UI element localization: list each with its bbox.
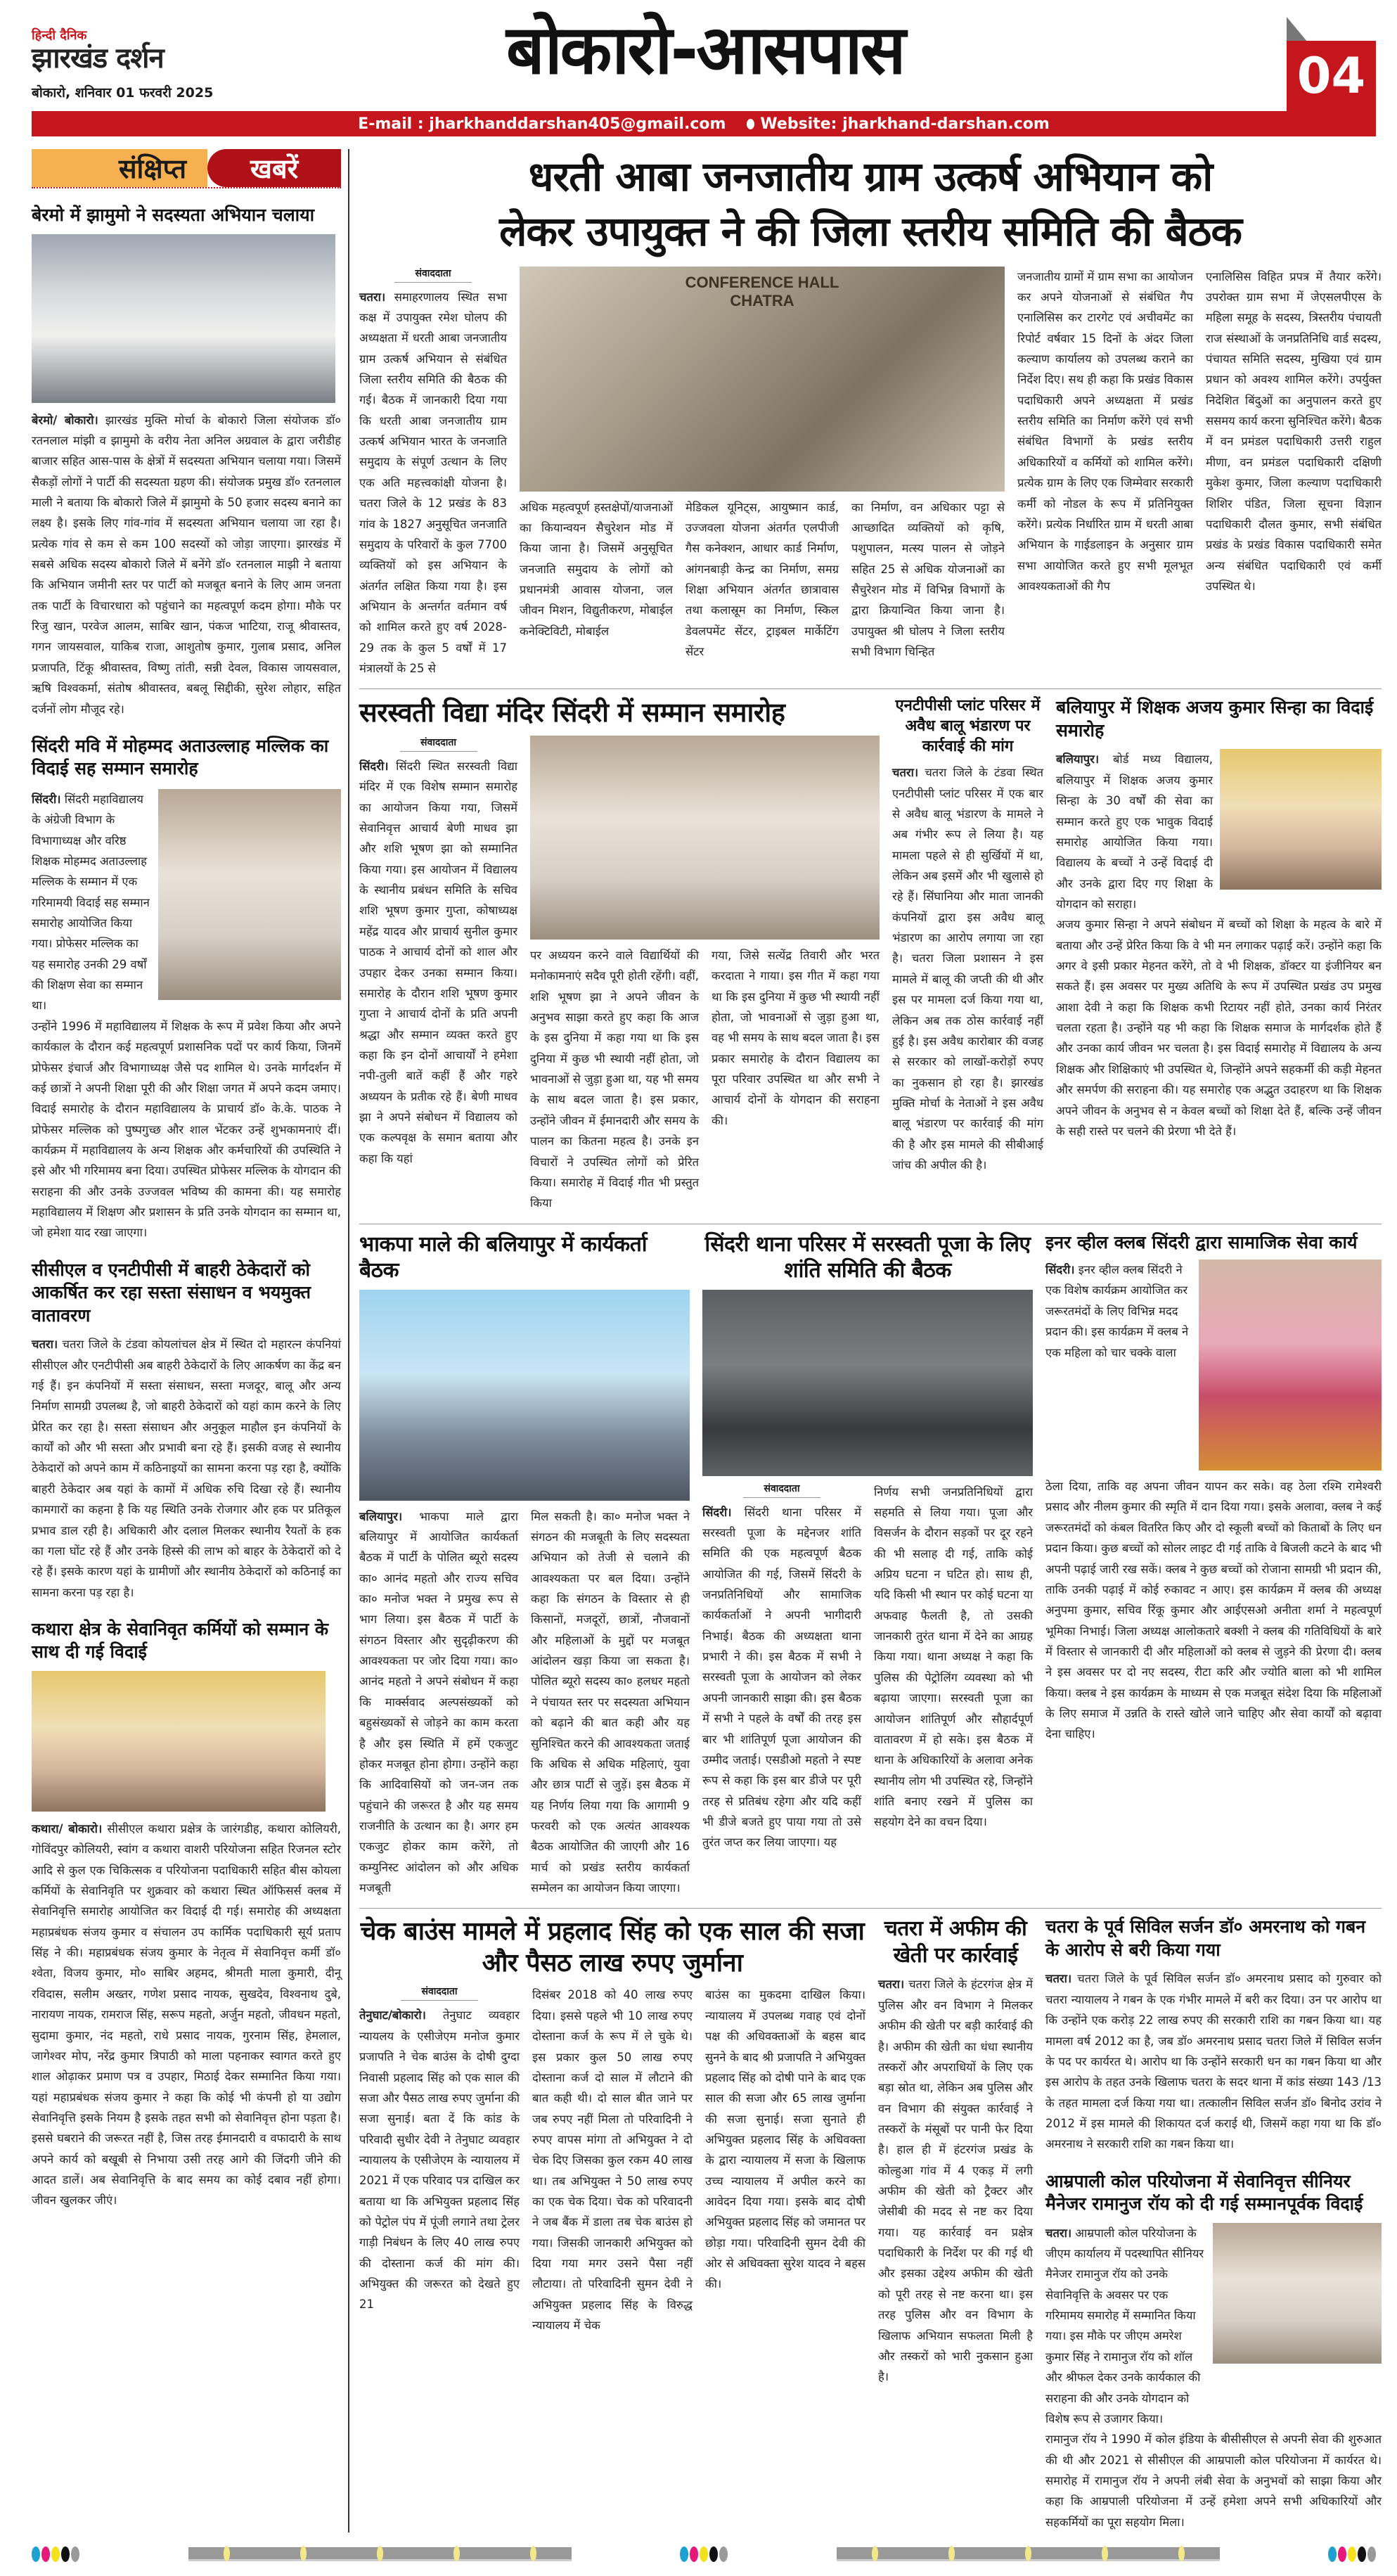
reg-mark xyxy=(377,2546,383,2561)
yellow-swatch xyxy=(1348,2546,1356,2562)
article-kathara xyxy=(32,1618,341,2211)
article-text: तेनुघाट व्यवहार न्यायलय के एसीजेएम मनोज कुमार प्रजापति ने चेक बाउंस के दोषी दुग्दा निवासी प्रहलाद सिंह को एक साल की सजा और पैसठ लाख रुपए जुर्माना की सजा सुनाई। बता दें कि कांड के परिवादी सुधीर देवी ने तेनुघाट व्यवहार न्यायालय के एसीजेएम के न्यायालय में 2021 में एक परिवाद पत्र दाखिल कर बताया था कि अभियुक्त प्रहलाद सिंह को पेट्रोल पंप में पूंजी लगाने तथा ट्रेलर गाड़ी निबंधन के लिए 40 लाख रुपए की दोस्ताना कर्ज की मांग की। अभियुक्त की जरूरत को देखते हुए 21 xyxy=(359,2008,520,2312)
lead-text-4: का निर्माण, वन अधिकार पट्टा से आच्छादित व्यक्तियों को कृषि, पशुपालन, मत्स्य पालन से जोड़ने सहित 25 से अधिक योजनाओं का सैचुरेशन मोड में विभिन्न विभागों के द्वारा क्रियान्वित किया जाना है। उपायुक्त श्री घोलप ने जिला स्तरीय सभी विभाग चिन्हित xyxy=(851,500,1005,659)
article-headline: चेक बाउंस मामले में प्रहलाद सिंह को एक साल की सजा और पैसठ लाख रुपए जुर्माना xyxy=(360,1917,865,1978)
article-body xyxy=(359,2005,520,2314)
lead-text-3: मेडिकल यूनिट्स, आयुष्मान कार्ड, उज्जवला योजना अंतर्गत एलपीजी गैस कनेक्शन, आधार कार्ड निर्माण, आंगनबाड़ी केन्द्र का निर्माण, समग्र शिक्षा अभियान अंतर्गत छात्रावास तथा कलास्रूम का निर्माण, स्किल डेवलपमेंट सेंटर, ट्राइबल मार्केटिंग सेंटर xyxy=(685,500,839,659)
article-dateline: चतरा। xyxy=(892,766,919,780)
article-text: चतरा जिले के हंटरगंज क्षेत्र में पुलिस और वन विभाग ने मिलकर अफीम की खेती पर बड़ी कार्रवाई की है। अफीम की खेती का धंधा स्थानीय तस्करों और अपराधियों के लिए एक बड़ा स्रोत था, लेकिन अब पुलिस और वन विभाग की संयुक्त कार्रवाई ने तस्करों के मंसूबों पर पानी फेर दिया है। हाल ही में हंटरगंज प्रखंड के कोल्हुआ गांव में 4 एकड़ में लगी अफीम की खेती को ट्रैक्टर और जेसीबी की मदद से नष्ट कर दिया गया। यह कार्रवाई वन प्रक्षेत्र पदाधिकारी के निर्देश पर की गई थी और इसका उद्देश्य अफीम की खेती को पूरी तरह से नष्ट करना था। इस तरह पुलिस और वन विभाग के खिलाफ अभियान सफलता मिली है और तस्करों को भारी नुकसान हुआ है। xyxy=(878,1978,1034,2384)
article-photo xyxy=(1220,749,1382,890)
black-swatch xyxy=(1358,2546,1366,2562)
article-body xyxy=(359,756,517,1169)
article-dateline: चतरा। xyxy=(32,1338,58,1352)
byline: संवाददाता xyxy=(394,267,472,283)
article-headline: सीसीएल व एनटीपीसी में बाहरी ठेकेदारों को आकर्षित कर रहा सस्ता संसाधन व भयमुक्त वातावरण xyxy=(32,1259,311,1326)
article-dateline: तेनुघाट/बोकारो। xyxy=(359,2008,426,2023)
right-stack xyxy=(1056,696,1382,1141)
article-photo xyxy=(158,789,341,1000)
article-headline: कथारा क्षेत्र के सेवानिवृत कर्मियों को सम्मान के साथ दी गई विदाई xyxy=(32,1618,329,1662)
lead-headline xyxy=(359,149,1382,259)
saraswati-text-2: पर अध्ययन करने वाले विद्यार्थियों की मनोकामनाएं सदैव पूरी होती रहेंगी। वहीं, शशि भूषण झा ने अपने जीवन के अनुभव साझा करते हुए कहा कि आज के इस दुनिया में कहा गया था कि इस दुनिया में कुछ भी स्थायी नहीं होता, जो भावनाओं से जुड़ा हुआ था, यह भी समय के साथ बदल जाता है। इस प्रकार, उन्होंने जीवन में ईमानदारी और समय के पालन का कितना महत्व है। उनके इन विचारों ने उपस्थित लोगों को प्रेरित किया। समारोह में विदाई गीत भी प्रस्तुत किया xyxy=(530,948,699,1210)
cmyk-mark-center xyxy=(680,2546,728,2562)
black-swatch xyxy=(61,2546,70,2562)
byline: संवाददाता xyxy=(400,736,477,752)
briefs-label-2: खबरें xyxy=(207,149,341,187)
article-body xyxy=(878,1974,1033,2387)
lead-text-1 xyxy=(359,287,507,679)
article-text: चतरा जिले के पूर्व सिविल सर्जन डॉ० अमरनाथ प्रसाद को गुरुवार को चतरा न्यायालय ने गबन के एक गंभीर मामले में बरी कर दिया। उन पर आरोप था कि उन्होंने एक करोड़ 22 लाख रुपए की सरकारी राशि का गबन किया था। यह मामला वर्ष 2012 का है, जब डॉ० अमरनाथ प्रसाद चतरा जिले में सिविल सर्जन के पद पर कार्यरत थे। आरोप था कि उन्होंने सरकारी धन का गबन किया था और इस आरोप के तहत उनके खिलाफ चतरा के सदर थाना में कांड संख्या 143 /13 के तहत मामला दर्ज किया गया था। तत्कालीन सिविल सर्जन डॉ० बिनोद उरांव ने 2012 में इस मामले की शिकायत दर्ज कराई थी, जिसमें कहा गया था कि डॉ० अमरनाथ ने सरकारी राशि का गबन किया था। xyxy=(1045,1972,1382,2151)
article-dateline: सिंदरी। xyxy=(1045,1263,1075,1277)
article-body: ठेला दिया, ताकि वह अपना जीवन यापन कर सके। वह ठेला रश्मि रामेश्वरी प्रसाद और नीलम कुमार की स्मृति में दान दिया गया। इसके अलावा, क्लब ने कई जरूरतमंदों को कंबल वितरित किए और दो स्कूली बच्चों को किताबों के लिए धन प्रदान किया। कुछ बच्चों को सोलर लाइट दी गई ताकि वे बिजली कटने के बाद भी अपनी पढ़ाई जारी रख सकें। क्लब ने कुछ बच्चों को रोजाना सामग्री भी प्रदान की, ताकि उनकी पढ़ाई में कोई रुकावट न आए। इस कार्यक्रम में क्लब की अध्यक्ष अनुपमा कुमार, सचिव रिंकू कुमार और आईएसओ अनीता शर्मा ने महत्वपूर्ण भूमिका निभाई। जिला अध्यक्ष आलोकतारे बक्शी ने क्लब की गतिविधियों के बारे में विस्तार से जानकारी दी और महिलाओं को क्लब से जुड़ने की प्रेरणा दी। क्लब ने इस अवसर पर दो नए सदस्य, रीटा करि और ज्योति बाला को भी शामिल किया। क्लब ने इस कार्यक्रम के माध्यम से एक मजबूत संदेश दिया कि महिलाओं के लिए समाज में उन्नति के रास्ते खोले जाने चाहिए और सेवा कार्यों को बढ़ावा देना चाहिए। xyxy=(1045,1480,1382,1741)
article-dateline: चतरा। xyxy=(1045,2226,1072,2240)
article-body xyxy=(1045,1968,1382,2154)
grey-swatch xyxy=(71,2546,79,2562)
article-body xyxy=(32,410,341,719)
reg-mark xyxy=(1102,2546,1108,2561)
lead-headline-line-1: धरती आबा जनजातीय ग्राम उत्कर्ष अभियान को xyxy=(528,153,1213,200)
byline: संवाददाता xyxy=(401,1985,478,2001)
article-body-side xyxy=(1056,749,1213,914)
section-title: बोकारो-आसपास xyxy=(506,11,904,89)
article-dateline: बलियापुर। xyxy=(1056,752,1100,767)
article-baliyapur xyxy=(1056,696,1382,1141)
article-text: चतरा जिले के टंडवा स्थित एनटीपीसी प्लांट परिसर में एक बार से अवैध बालू भंडारण के मामले ने अब गंभीर रूप ले लिया है। यह मामला पहले से ही सुर्खियों में था, लेकिन अब इसमें और भी खुलासे हो रहे हैं। सिंघानिया और माता जानकी कंपनियों द्वारा इस अवैध बालू भंडारण का आरोप लगाया जा रहा है। चतरा जिला प्रशासन ने इस मामले में बालू की जप्ती की थी और इस पर मामला दर्ज किया गया था, लेकिन अब तक ठोस कार्रवाई नहीं हुई है। इस अवैध कारोबार की वजह से सरकार को लाखों-करोड़ों रुपए का नुकसान हो रहा है। झारखंड मुक्ति मोर्चा के नेताओं ने इस अवैध बालू भंडारण पर कार्रवाई की मांग की है और इस मामले की सीबीआई जांच की अपील की है। xyxy=(892,766,1043,1172)
article-afeem xyxy=(878,1916,1033,2387)
cheque-text-2: दिसंबर 2018 को 40 लाख रुपए दिया। इससे पहले भी 10 लाख रुपए दोस्ताना कर्ज के रूप में ले चुके थे। इस प्रकार कुल 50 लाख रुपए दोस्ताना कर्ज दो साल में लौटाने की बात कही थी। दो साल बीत जाने पर जब रुपए नहीं मिला तो परिवादिनी ने रुपए वापस मांगा तो अभियुक्त ने दो चेक दिए जिसका कुल रकम 40 लाख था। तब अभियुक्त ने 50 लाख रुपए का एक चेक दिया। चेक को परिवादनी ने जब बैंक में डाला तब चेक बाउंस हो गया। जिसकी जानकारी अभियुक्त को दिया गया मगर उसने पैसा नहीं लौटाया। तो परिवादिनी सुमन देवी ने अभियुक्त प्रहलाद सिंह के विरुद्ध न्यायालय में चेक xyxy=(532,1988,693,2333)
page-number: 04 xyxy=(1287,41,1376,111)
reg-mark xyxy=(453,2546,460,2561)
right-stack-bottom xyxy=(1045,1916,1382,2532)
article-text: झारखंड मुक्ति मोर्चा के बोकारो जिला संयोजक डॉ० रतनलाल मांझी व झामुमो के वरीय नेता अनिल अग्रवाल के द्वारा जरीडीह बाजार सहित आस-पास के क्षेत्रों में सदस्यता अभियान चलाया गया। जिसमें सैकड़ों लोगों ने पार्टी की सदस्यता ग्रहण की। संयोजक प्रमुख डॉ० रतनलाल माली ने बताया कि बोकारो जिले में झामुमो के 50 हजार सदस्य बनाने का लक्ष्य है। इसके लिए गांव-गांव में सदस्यता अभियान चलाया जा रहा है। प्रत्येक गांव से कम से कम 100 सदस्यों को जोड़ा जाएगा। झारखंड में सबसे अधिक सदस्य बोकारो जिले में बनेंगे डॉ० रतनलाल माझी ने बताया कि अभियान जमीनी स्तर पर पार्टी को मजबूत बनाने के लिए आम जनता तक पार्टी के विचारधारा को पहुंचाने का महत्वपूर्ण कदम होगा। मौके पर रिजु खान, परवेज आलम, साबिर खान, पंकज भाटिया, राजू श्रीवास्तव, गगन जायसवाल, याकिब राजा, आशुतोष कुमार, गुलाब प्रसाद, अनिल प्रजापति, टिंकू श्रीवास्तव, विष्णु तांती, सन्नी देवल, विकास जायसवाल, ऋषि विश्वकर्मा, संतोष श्रीवास्तव, बबलू सिद्दीकी, सुरेश लोहार, सहित दर्जनों लोग मौजूद रहे। xyxy=(32,413,341,716)
reg-mark xyxy=(224,2546,230,2561)
dateline: बोकारो, शनिवार 01 फरवरी 2025 xyxy=(32,85,214,101)
registration-bar xyxy=(837,2547,1220,2561)
website-link[interactable] xyxy=(747,115,1049,133)
article-amrapali xyxy=(1045,2170,1382,2532)
article-headline: चतरा में अफीम की खेती पर कार्रवाई xyxy=(884,1916,1027,1968)
page-body xyxy=(0,141,1397,2532)
article-text: समाहरणालय स्थित सभा कक्ष में उपायुक्त रमेश घोलप की अध्यक्षता में धरती आबा जनजातीय ग्राम उत्कर्ष अभियान से संबंधित जिला स्तरीय समिति की बैठक की गई। बैठक में जानकारी दिया गया कि धरती आबा जनजातीय ग्राम उत्कर्ष अभियान भारत के जनजाति समुदाय के संपूर्ण उत्थान के लिए एक अति महत्त्वकांक्षी योजना है। चतरा जिले के 12 प्रखंड के 83 गांव के 1827 अनुसूचित जनजाति समुदाय के परिवारों के कुल 7700 व्यक्तियों को इस अभियान के अंतर्गत लक्षित किया गया है। इस अभियान के अन्तर्गत वर्तमान वर्ष को शामिल करते हुए वर्ष 2028-29 तक के कुल 5 वर्षों में 17 मंत्रालयों के 25 से xyxy=(359,290,507,676)
article-headline: बलियापुर में शिक्षक अजय कुमार सिन्हा का विदाई समारोह xyxy=(1056,697,1374,741)
article-photo xyxy=(1199,1260,1382,1470)
article-sindri-thana xyxy=(702,1231,1033,1853)
band-second xyxy=(359,688,1382,1213)
cheque-col-1 xyxy=(359,1985,520,2314)
article-inner-wheel xyxy=(1045,1231,1382,1745)
lead-headline-line-2: लेकर उपायुक्त ने की जिला स्तरीय समिति की बैठक xyxy=(499,207,1242,256)
main-area xyxy=(349,149,1382,2532)
article-dateline: सिंदरी। xyxy=(702,1505,732,1519)
article-headline: बेरमो में झामुमो ने सदस्यता अभियान चलाया xyxy=(32,205,315,225)
article-dateline: चतरा। xyxy=(359,290,386,304)
lead-story xyxy=(359,149,1382,679)
black-swatch xyxy=(709,2546,718,2562)
brand-name: झारखंड दर्शन xyxy=(32,42,164,75)
article-dateline: बेरमो/ बोकारो। xyxy=(32,413,98,427)
thana-text-2: निर्णय सभी जनप्रतिनिधियों द्वारा सहमति से लिया गया। पूजा और विसर्जन के दौरान सड़कों पर दूर रहने की भी सलाह दी गई, ताकि कोई अप्रिय घटना न घटित हो। साथ ही, यदि किसी भी स्थान पर कोई घटना या अफवाह फैलती है, तो उसकी जानकारी तुरंत थाना में देने का आग्रह किया गया। थाना अध्यक्ष ने कहा कि पुलिस की पेट्रोलिंग व्यवस्था को भी बढ़ाया जाएगा। सरस्वती पूजा का आयोजन शांतिपूर्ण और सौहार्दपूर्ण वातावरण में हो सके। इस बैठक में थाना के अधिकारियों के अलावा अनेक स्थानीय लोग भी उपस्थित रहे, जिन्होंने शांति बनाए रखने में पुलिस का सहयोग देने का वचन दिया। xyxy=(874,1485,1033,1829)
article-headline: आम्रपाली कोल परियोजना में सेवानिवृत्त सीनियर मैनेजर रामानुज रॉय को दी गई सम्मानपूर्वक विदाई xyxy=(1045,2170,1363,2215)
bhakpa-text-2: मिल सकती है। का० मनोज भक्त ने संगठन की मजबूती के लिए सदस्यता अभियान को तेजी से चलाने की आवश्यकता पर बल दिया। उन्होंने कहा कि संगठन के विस्तार से ही किसानों, मजदूरों, छात्रों, नौजवानों और महिलाओं के मुद्दों पर मजबूत आंदोलन खड़ा किया जा सकता है। पोलित ब्यूरो सदस्य का० हलधर महतो ने पंचायत स्तर पर सदस्यता अभियान को बढ़ाने की बात कही और यह सुनिश्चित करने की आवश्यकता जताई कि अधिक से अधिक महिलाएं, युवा और छात्र पार्टी से जुड़ें। इस बैठक में यह निर्णय लिया गया कि आगामी 9 फरवरी को एक अत्यंत आवश्यक बैठक आयोजित की जाएगी और 16 मार्च को प्रखंड स्तरीय कार्यकर्ता सम्मेलन का आयोजन किया जाएगा। xyxy=(531,1509,690,1895)
photo-sign-line-1: CONFERENCE HALL xyxy=(685,273,839,291)
briefs-column xyxy=(32,149,349,2532)
article-body-side xyxy=(1045,2223,1206,2430)
article-body xyxy=(32,1819,341,2211)
reg-mark xyxy=(300,2546,307,2561)
lead-text-6: एनालिसिस विहित प्रपत्र में तैयार करेंगे। उपरोक्त ग्राम सभा में जेएसलपीएस के महिला समूह के सदस्य, त्रिस्तरीय पंचायती राज संस्थाओं के जनप्रतिनिधि वार्ड सदस्य, पंचायत समिति सदस्य, मुखिया एवं ग्राम प्रधान को अवश्य शामिल करेंगे। उपर्युक्त निदेशित बिंदुओं का अनुपालन करते हुए ससमय कार्य करना सुनिश्चित करेंगे। बैठक में वन प्रमंडल पदाधिकारी उत्तरी राहुल मीणा, वन प्रमंडल पदाधिकारी दक्षिणी मुकेश कुमार, जिला कल्याण पदाधिकारी शिशिर पंडित, जिला सूचना विज्ञान पदाधिकारी दौलत कुमार, सभी संबंधित प्रखंड के प्रखंड विकास पदाधिकारी समेत अन्य संबंधित पदाधिकारी एवं कर्मी उपस्थित थे। xyxy=(1206,269,1382,593)
article-headline: चतरा के पूर्व सिविल सर्जन डॉ० अमरनाथ को गबन के आरोप से बरी किया गया xyxy=(1045,1916,1366,1960)
article-photo xyxy=(1213,2223,1382,2364)
article-photo xyxy=(359,1290,690,1501)
reg-mark xyxy=(1178,2546,1185,2561)
registration-bar xyxy=(188,2547,572,2561)
article-text: बोर्ड मध्य विद्यालय, बलियापुर में शिक्षक अजय कुमार सिन्हा के 30 वर्षों की सेवा का सम्मान करते हुए एक भावुक विदाई समारोह आयोजित किया गया। विद्यालय के बच्चों ने उन्हें विदाई दी और उनके द्वारा दिए गए शिक्षा के योगदान को सराहा। xyxy=(1056,752,1213,911)
grey-swatch xyxy=(1367,2546,1376,2562)
article-text: सिंदरी थाना परिसर में सरस्वती पूजा के मद्देनजर शांति समिति की एक महत्वपूर्ण बैठक आयोजित की गई, जिसमें सिंदरी के जनप्रतिनिधियों और सामाजिक कार्यकर्ताओं ने अपनी भागीदारी निभाई। बैठक की अध्यक्षता थाना प्रभारी ने की। इस बैठक में सभी ने सरस्वती पूजा के आयोजन को लेकर अपनी जानकारी साझा की। इस बैठक में सभी ने पहले के वर्षों की तरह इस बार भी शांतिपूर्ण पूजा आयोजन की उम्मीद जताई। एसडीओ महतो ने स्पष्ट रूप से कहा कि इस बार डीजे पर पूरी तरह से प्रतिबंध रहेगा और यदि कहीं भी डीजे बजते हुए पाया गया तो उसे तुरंत जप्त कर लिया जाएगा। यह xyxy=(702,1505,862,1850)
bhakpa-text-1 xyxy=(359,1506,518,1899)
article-text: सिंदरी महाविद्यालय के अंग्रेजी विभाग के विभागाध्यक्ष और वरिष्ठ शिक्षक मोहम्मद अताउल्लाह मल्लिक के सम्मान में एक गरिमामयी विदाई सह सम्मान समारोह आयोजित किया गया। प्रोफेसर मल्लिक का यह समारोह उनकी 29 वर्षों की शिक्षण सेवा का सम्मान था। xyxy=(32,792,150,1013)
photo-sign xyxy=(520,274,1005,310)
article-cheque xyxy=(359,1916,865,2335)
thana-col-1 xyxy=(702,1482,861,1853)
lead-text-5: जनजातीय ग्रामों में ग्राम सभा का आयोजन कर अपने योजनाओं से संबंधित गैप एनालिसिस कर टारगेट एवं अचीवमेंट का रिपोर्ट वर्षवार 15 दिनों के अंदर जिला कल्याण कार्यालय को उपलब्ध कराने का निर्देश दिए। सथ ही कहा कि प्रखंड विकास पदाधिकारी अपने अध्यक्षता में प्रखंड स्तरीय समिति का निर्माण करेंगे एवं सभी संबंधित विभागों के प्रखंड स्तरीय अधिकारियों व कर्मियों को शामिल करेंगे। प्रत्येक ग्राम के लिए एक जिम्मेवार सरकारी कर्मी को नोडल के रूप में प्रतिनियुक्त करेंगे। प्रत्येक निर्धारित ग्राम में धरती आबा अभियान के गाईडलाइन के अनुसार ग्राम सभा आयोजित करते हुए सभी मूलभूत आवश्यकताओं की गैप xyxy=(1017,269,1193,593)
yellow-swatch xyxy=(51,2546,60,2562)
article-dateline: कथारा/ बोकारो। xyxy=(32,1821,103,1835)
lead-photo-block xyxy=(520,267,1005,662)
grey-swatch xyxy=(719,2546,728,2562)
magenta-swatch xyxy=(1338,2546,1346,2562)
article-ccl-ntpc xyxy=(32,1259,341,1603)
article-dateline: बलियापुर। xyxy=(359,1509,403,1523)
brand-tagline: हिन्दी दैनिक xyxy=(32,28,87,43)
yellow-swatch xyxy=(700,2546,708,2562)
article-dateline: सिंदरी। xyxy=(32,792,61,806)
article-photo xyxy=(32,1671,326,1812)
article-saraswati xyxy=(359,696,880,1213)
article-bermo xyxy=(32,204,341,719)
article-body-side xyxy=(1045,1260,1192,1363)
masthead xyxy=(0,0,1397,141)
lead-text-2: अधिक महत्वपूर्ण हस्तक्षेपों/याजनाओं का कियान्वयन सैचुरेशन मोड में किया जाना है। जिसमें अनुसूचित जनजाति समुदाय के लोगों को प्रधानमंत्री आवास योजना, जल जीवन मिशन, विद्युतीकरण, मोबाईल कनेक्टिविटी, मोबाईल xyxy=(520,500,673,638)
article-civil-surgeon xyxy=(1045,1916,1382,2154)
cyan-swatch xyxy=(32,2546,40,2562)
print-marks xyxy=(0,2532,1397,2576)
article-photo xyxy=(702,1290,1033,1476)
article-body: उन्होंने 1996 में महाविद्यालय में शिक्षक के रूप में प्रवेश किया और अपने कार्यकाल के दौरान कई महत्वपूर्ण प्रशासनिक पदों पर कार्य किया, जिनमें प्रोफेसर इंचार्ज और विभागाध्यक्ष जैसे पद शामिल थे। उनके मार्गदर्शन में कई छात्रों ने अपनी शिक्षा पूरी की और शिक्षा जगत में अपने कदम जमाए। विदाई समारोह के दौरान महाविद्यालय के प्राचार्य डॉ० के.के. पाठक ने प्रोफेसर मल्लिक को पुष्पगुच्छ और शाल भेंटकर उन्हें शुभकामनाएं दीं। कार्यक्रम में महाविद्यालय के अन्य शिक्षक और कर्मचारियों की उपस्थिति ने इसे और भी गरिमामय बना दिया। उपस्थित प्रोफेसर मल्लिक के योगदान की सराहना की और उनके उज्जवल भविष्य की कामना की। यह समारोह महाविद्यालय में शिक्षण और प्रशासन के प्रति उनके योगदान का सम्मान था, जो हमेशा याद रखा जाएगा। xyxy=(32,1019,341,1240)
page-corner-decoration xyxy=(1287,17,1308,42)
article-text: इनर व्हील क्लब सिंदरी ने एक विशेष कार्यक्रम आयोजित कर जरूरतमंदों के लिए विभिन्न मदद प्रदान की। इस कार्यक्रम में क्लब ने एक महिला को चार चक्के वाला xyxy=(1045,1263,1189,1359)
lead-col-1 xyxy=(359,267,507,679)
cyan-swatch xyxy=(1328,2546,1337,2562)
band-fourth xyxy=(359,1908,1382,2532)
article-body-side xyxy=(32,789,151,1016)
magenta-swatch xyxy=(690,2546,698,2562)
article-headline: सिंदरी मवि में मोहम्मद अताउल्लाह मल्लिक का विदाई सह सम्मान समारोह xyxy=(32,735,329,779)
briefs-header xyxy=(32,149,341,188)
saraswati-text-3: गया, जिसे सत्येंद्र तिवारी और भरत करदाता ने गाया। इस गीत में कहा गया था कि इस दुनिया में कुछ भी स्थायी नहीं होता, जो भावनाओं से जुड़ा हुआ था, वह भी समय के साथ बदल जाता है। इस प्रकार समारोह के दौरान विद्यालय का पूरा परिवार उपस्थित था और सभी ने आचार्य दोनों के योगदान की सराहना की। xyxy=(712,948,880,1127)
article-headline: इनर व्हील क्लब सिंदरी द्वारा सामाजिक सेवा कार्य xyxy=(1045,1231,1358,1252)
article-text: भाकपा माले द्वारा बलियापुर में आयोजित कार्यकर्ता बैठक में पार्टी के पोलित ब्यूरो सदस्य का० आनंद महतो और राज्य सचिव का० मनोज भक्त ने प्रमुख रूप से भाग लिया। इस बैठक में पार्टी के संगठन विस्तार और सुदृढ़ीकरण की आवश्यकता पर जोर दिया गया। का० आनंद महतो ने अपने संबोधन में कहा कि मार्क्सवाद अल्पसंख्यकों को बहुसंख्यकों से जोड़ने का काम करता है और इस स्थिति में हमें एकजुट होकर मजबूत होना होगा। उन्होंने कहा कि आदिवासियों को जन-जन तक पहुंचाने की जरूरत है और यह समय राजनीति के उत्थान का है। अगर हम एकजुट होकर काम करेंगे, तो कम्युनिस्ट आंदोलन को और अधिक मजबूती xyxy=(359,1509,518,1895)
magenta-swatch xyxy=(41,2546,50,2562)
article-text: सीसीएल कथारा प्रक्षेत्र के जारंगडीह, कथारा कोलियरी, गोविंदपुर कोलियरी, स्वांग व कथारा वाशरी परियोजना सहित रिजनल स्टोर आदि से कुल एक चिकित्सक व परियोजना पदाधिकारी सहित बीस कोयला कर्मियों के सेवानिवृति पर शुक्रवार को कथारा स्थित ऑफिसर्स क्लब में सेवानिवृत्ति समारोह आयोजित कर विदाई दी गई। समारोह की अध्यक्षता महाप्रबंधक संजय कुमार व संचालन उप कार्मिक पदाधिकारी सूर्य प्रताप सिंह ने की। महाप्रबंधक संजय कुमार के नेतृत्व में सेवानिवृत्त कर्मी डॉ० श्वेता, विजय कुमार, मो० साबिर अहमद, श्रीमती माला कुमारी, दीनू रविदास, सलीम अख्तर, गणेश प्रसाद नायक, सुखदेव, विश्वनाथ दुबे, नारायण नायक, रामराज सिंह, सरूप महतो, अर्जुन महतो, जीवधन महतो, सुदामा कुमार, नंद महतो, राधे प्रसाद नायक, गुरनाम सिंह, हेमलाल, जागेश्वर मोप, नरेंद्र कुमार त्रिपाठी को माला पहनाकर स्वागत करते हुए शाल ओढ़ाकर प्रमाण पत्र व उपहार, मिठाई देकर सम्मानित किया गया। यहां महाप्रबंधक संजय कुमार ने कहा कि कोई भी कंपनी हो या उद्योग सेवानिवृत्ति इसके नियम है इसके तहत सभी को सेवानिवृत्त होना पड़ता है। इससे घबराने की जरूरत नहीं है, जिस तरह ईमानदारी व वफादारी के साथ अपने कार्य को बखूबी से निभाया उसी तरह आगे की जिंदगी जीने की आदत डालें। अब सेवानिवृत्ति के बाद समय का कोई दबाव नहीं होगा। जीवन खुलकर जीएं। xyxy=(32,1821,342,2207)
band-third xyxy=(359,1224,1382,1899)
article-dateline: चतरा। xyxy=(878,1978,905,1992)
photo-sign-line-2: CHATRA xyxy=(730,291,794,309)
saraswati-col-1 xyxy=(359,736,517,1169)
article-dateline: चतरा। xyxy=(1045,1972,1072,1986)
article-ntpc xyxy=(892,696,1043,1175)
masthead-brand xyxy=(32,27,257,101)
cmyk-mark-left xyxy=(32,2546,79,2562)
cyan-swatch xyxy=(680,2546,688,2562)
article-dateline: सिंदरी। xyxy=(359,759,389,773)
article-bhakpa xyxy=(359,1231,690,1899)
article-text: चतरा जिले के टंडवा कोयलांचल क्षेत्र में स्थित दो महारत्न कंपनियां सीसीएल और एनटीपीसी अब बाहरी ठेकेदारों के लिए आकर्षण का केंद्र बन गई हैं। इन कंपनियों में सस्ता संसाधन, सस्ता मजदूर, बालू और अन्य निर्माण सामग्री उपलब्ध है, जो बाहरी ठेकेदारों को यहां काम करने के लिए प्रेरित कर रहा है। सस्ता संसाधन और अनुकूल माहौल इन कंपनियों के कार्यों को और भी सस्ता और प्रभावी बना रहे हैं। इसकी वजह से स्थानीय ठेकेदारों को अपने काम में कठिनाइयों का सामना करना पड़ रहा है, क्योंकि बाहरी ठेकेदार अब यहां के कामों में अधिक रुचि दिखा रहे हैं। स्थानीय कामगारों का कहना है कि यह स्थिति उनके रोजगार और हक पर प्रतिकूल प्रभाव डाल रही है। अधिकारी और दलाल मिलकर स्थानीय रैयतों के हक का गला घोंट रहे हैं और उनके हिस्से की लाभ को बाहर के ठेकेदारों को दे रहे हैं। इसके कारण यहां के ग्रामीणों और स्थानीय ठेकेदारों को कठिनाई का सामना करना पड़ रहा है। xyxy=(32,1338,342,1599)
article-text: सिंदरी स्थित सरस्वती विद्या मंदिर में एक विशेष सम्मान समारोह का आयोजन किया गया, जिसमें सेवानिवृत्त आचार्य बेणी माधव झा और शशि भूषण झा को सम्मानित किया गया। इस आयोजन में विद्यालय के स्थानीय प्रबंधन समिति के सचिव शशि भूषण कुमार गुप्ता, कोषाध्यक्ष महेंद्र यादव और प्राचार्य सुनील कुमार पाठक ने आचार्य दोनों को शाल और उपहार देकर उनका सम्मान किया। समारोह के दौरान शशि भूषण कुमार गुप्ता ने आचार्य दोनों के प्रति अपनी श्रद्धा और सम्मान व्यक्त करते हुए कहा कि इन दोनों आचार्यों ने हमेशा नपी-तुली बातें कहीं हैं और गहरे अध्ययन के प्रतीक रहे हैं। बेणी माधव झा ने अपने संबोधन में विद्यालय को एक कल्पवृक्ष के समान बताया और कहा कि यहां xyxy=(359,759,518,1165)
reg-mark xyxy=(1025,2546,1031,2561)
cmyk-mark-right xyxy=(1328,2546,1376,2562)
contact-bar xyxy=(32,111,1376,136)
briefs-label-1: संक्षिप्त xyxy=(32,149,207,187)
website-text: Website: jharkhand-darshan.com xyxy=(760,115,1050,133)
article-body xyxy=(32,1334,341,1603)
article-body xyxy=(702,1502,861,1853)
email-link[interactable]: E-mail : jharkhanddarshan405@gmail.com xyxy=(358,115,726,133)
article-sindri-college xyxy=(32,735,341,1243)
reg-mark xyxy=(948,2546,955,2561)
reg-mark xyxy=(530,2546,536,2561)
lead-photo xyxy=(520,267,1005,492)
article-text: आम्रपाली कोल परियोजना के जीएम कार्यालय में पदस्थापित सीनियर मैनेजर रामानुज रॉय को उनके सेवानिवृत्ति के अवसर पर एक गरिमामय समारोह में सम्मानित किया गया। इस मौके पर जीएम अमरेश कुमार सिंह ने रामानुज रॉय को शॉल और श्रीफल देकर उनके कार्यकाल की सराहना की और उनके योगदान को विशेष रूप से उजागर किया। xyxy=(1045,2226,1204,2426)
article-headline: भाकपा माले की बलियापुर में कार्यकर्ता बैठक xyxy=(359,1231,648,1283)
article-body: रामानुज रॉय ने 1990 में कोल इंडिया के बीसीसीएल से अपनी सेवा की शुरुआत की थी और 2021 से सीसीएल की आम्रपाली कोल परियोजना में कार्यरत थे। समारोह में रामानुज रॉय ने अपनी लंबी सेवा के अनुभवों को साझा किया और कहा कि आम्रपाली परियोजना में उन्हें हमेशा अपने सभी अधिकारियों और सहकर्मियों का पूरा सहयोग मिला। xyxy=(1045,2433,1382,2529)
bullet-icon xyxy=(747,119,754,129)
article-body xyxy=(892,762,1043,1175)
byline: संवाददाता xyxy=(743,1482,820,1498)
article-photo xyxy=(32,234,335,403)
article-headline: सरस्वती विद्या मंदिर सिंदरी में सम्मान समारोह xyxy=(359,697,785,729)
article-photo xyxy=(530,736,880,940)
cheque-text-3: बाउंस का मुकदमा दाखिल किया। न्यायालय में उपलब्ध गवाह एवं दोनों पक्ष की अधिवक्ताओं के बहस बाद सुनने के बाद श्री प्रजापति ने अभियुक्त प्रहलाद सिंह को दोषी पाने के बाद एक साल की सजा और 65 लाख जुर्माना की सजा सुनाई। सजा सुनाते ही अभियुक्त प्रहलाद सिंह के अधिवक्ता के द्वारा न्यायालय में सजा के खिलाफ उच्च न्यायालय में अपील करने का आवेदन दिया गया। इसके बाद दोषी अभियुक्त प्रहलाद सिंह को जमानत पर छोड़ा गया। परिवादिनी सुमन देवी की ओर से अधिवक्ता सुरेश यादव ने बहस की। xyxy=(705,1988,865,2291)
article-headline: एनटीपीसी प्लांट परिसर में अवैध बालू भंडारण पर कार्रवाई की मांग xyxy=(895,697,1041,755)
article-body: अजय कुमार सिन्हा ने अपने संबोधन में बच्चों को शिक्षा के महत्व के बारे में बताया और उन्हें प्रेरित किया कि वे भी मन लगाकर पढ़ाई करें। उन्होंने कहा कि अगर वे इसी प्रकार मेहनत करेंगे, तो वे भी शिक्षक, डॉक्टर या इंजीनियर बन सकते हैं। इस अवसर पर मुख्य अतिथि के रूप में उपस्थित प्रखंड उप प्रमुख आशा देवी ने कहा कि शिक्षक कभी रिटायर नहीं होते, उनका कार्य निरंतर चलता रहता है। उन्होंने यह भी कहा कि शिक्षक समाज के मार्गदर्शक होते हैं और उनका कार्य जीवन भर चलता है। इस विदाई समारोह में विद्यालय के अन्य शिक्षक और शिक्षिकाएं भी उपस्थित थे, जिन्होंने अपने सहकर्मी की कड़ी मेहनत और समर्पण की सराहना की। यह समारोह एक अद्भुत उदाहरण था कि शिक्षक अपने जीवन के अनुभव से न केवल बच्चों को शिक्षा देते हैं, बल्कि उन्हें जीवन के सही रास्ते पर चलने की प्रेरणा भी देते हैं। xyxy=(1056,918,1382,1138)
article-headline: सिंदरी थाना परिसर में सरस्वती पूजा के लिए शांति समिति की बैठक xyxy=(704,1231,1031,1283)
reg-mark xyxy=(872,2546,878,2561)
